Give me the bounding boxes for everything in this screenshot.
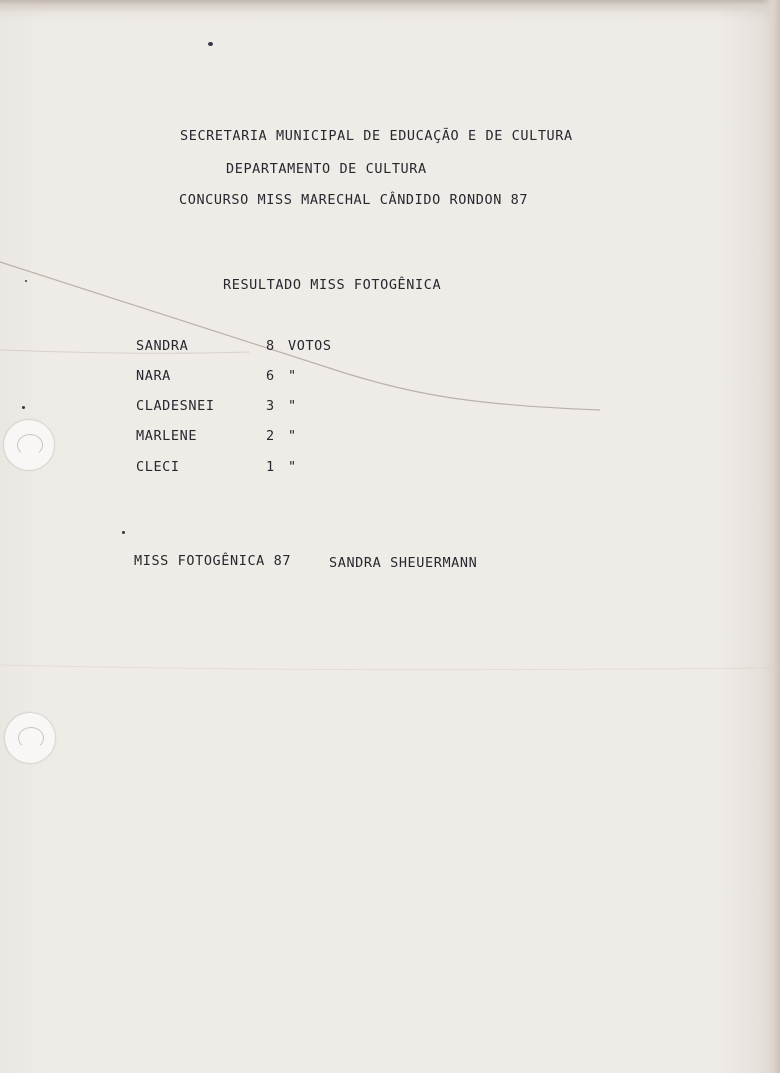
punch-hole bbox=[4, 420, 54, 470]
result-row bbox=[136, 338, 396, 358]
header-contest: CONCURSO MISS MARECHAL CÂNDIDO RONDON 87 bbox=[179, 192, 529, 208]
punch-hole bbox=[5, 713, 55, 763]
header-department: DEPARTAMENTO DE CULTURA bbox=[226, 161, 427, 177]
ink-speck bbox=[122, 531, 125, 534]
ink-speck bbox=[25, 280, 27, 282]
vote-unit: " bbox=[288, 428, 297, 444]
candidate-name: NARA bbox=[136, 368, 171, 384]
result-row bbox=[136, 368, 396, 388]
vote-count: 3 bbox=[266, 398, 275, 414]
vote-count: 8 bbox=[266, 338, 275, 354]
candidate-name: CLECI bbox=[136, 459, 180, 475]
winner-name: SANDRA SHEUERMANN bbox=[329, 555, 478, 571]
vote-unit: " bbox=[288, 398, 297, 414]
result-row bbox=[136, 398, 396, 418]
candidate-name: CLADESNEI bbox=[136, 398, 215, 414]
winner-label: MISS FOTOGÊNICA 87 bbox=[134, 553, 292, 569]
vote-count: 2 bbox=[266, 428, 275, 444]
result-row bbox=[136, 459, 396, 479]
section-title: RESULTADO MISS FOTOGÊNICA bbox=[223, 277, 442, 293]
ink-speck bbox=[208, 42, 213, 46]
candidate-name: MARLENE bbox=[136, 428, 198, 444]
vote-unit: " bbox=[288, 459, 297, 475]
vote-count: 1 bbox=[266, 459, 275, 475]
vote-count: 6 bbox=[266, 368, 275, 384]
ink-speck bbox=[22, 406, 25, 409]
result-row bbox=[136, 428, 396, 448]
vote-unit: VOTOS bbox=[288, 338, 332, 354]
candidate-name: SANDRA bbox=[136, 338, 189, 354]
header-secretariat: SECRETARIA MUNICIPAL DE EDUCAÇÃO E DE CULTURA bbox=[180, 128, 573, 144]
vote-unit: " bbox=[288, 368, 297, 384]
